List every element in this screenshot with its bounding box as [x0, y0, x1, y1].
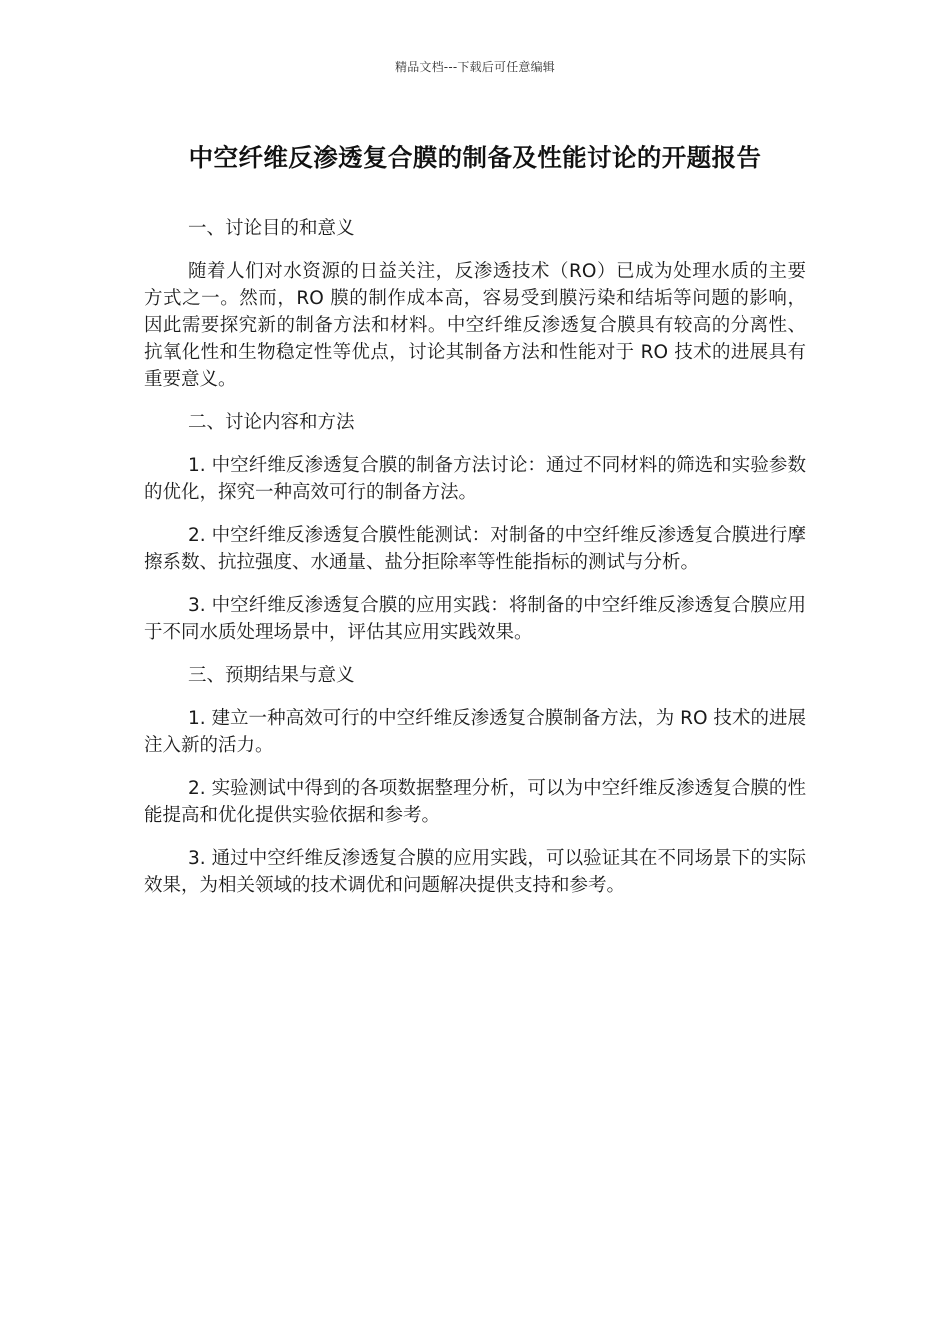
section-heading-purpose: 一、讨论目的和意义: [188, 218, 355, 239]
header-note: 精品文档---下载后可任意编辑: [395, 60, 555, 74]
document-title: 中空纤维反渗透复合膜的制备及性能讨论的开题报告: [188, 143, 762, 172]
paragraph-result-3: 3. 通过中空纤维反渗透复合膜的应用实践，可以验证其在不同场景下的实际效果，为相关领域的技术调优和问题解决提供支持和参考。: [144, 848, 806, 896]
section-heading-content-methods: 二、讨论内容和方法: [188, 412, 355, 433]
paragraph-result-2: 2. 实验测试中得到的各项数据整理分析，可以为中空纤维反渗透复合膜的性能提高和优化提供实验依据和参考。: [144, 778, 806, 826]
paragraph-purpose: 随着人们对水资源的日益关注，反渗透技术（RO）已成为处理水质的主要方式之一。然而，RO 膜的制作成本高，容易受到膜污染和结垢等问题的影响，因此需要探究新的制备方法和材料。中空纤维反渗透复合膜具有较高的分离性、抗氧化性和生物稳定性等优点，讨论其制备方法和性能对于 RO 技术的进展具有重要意义。: [144, 261, 806, 390]
paragraph-method-3: 3. 中空纤维反渗透复合膜的应用实践：将制备的中空纤维反渗透复合膜应用于不同水质处理场景中，评估其应用实践效果。: [144, 595, 806, 643]
paragraph-result-1: 1. 建立一种高效可行的中空纤维反渗透复合膜制备方法，为 RO 技术的进展注入新的活力。: [144, 708, 806, 756]
document-body: [144, 215, 806, 915]
paragraph-method-1: 1. 中空纤维反渗透复合膜的制备方法讨论：通过不同材料的筛选和实验参数的优化，探究一种高效可行的制备方法。: [144, 455, 806, 503]
section-heading-expected-results: 三、预期结果与意义: [188, 665, 355, 686]
paragraph-method-2: 2. 中空纤维反渗透复合膜性能测试：对制备的中空纤维反渗透复合膜进行摩擦系数、抗拉强度、水通量、盐分拒除率等性能指标的测试与分析。: [144, 525, 806, 573]
